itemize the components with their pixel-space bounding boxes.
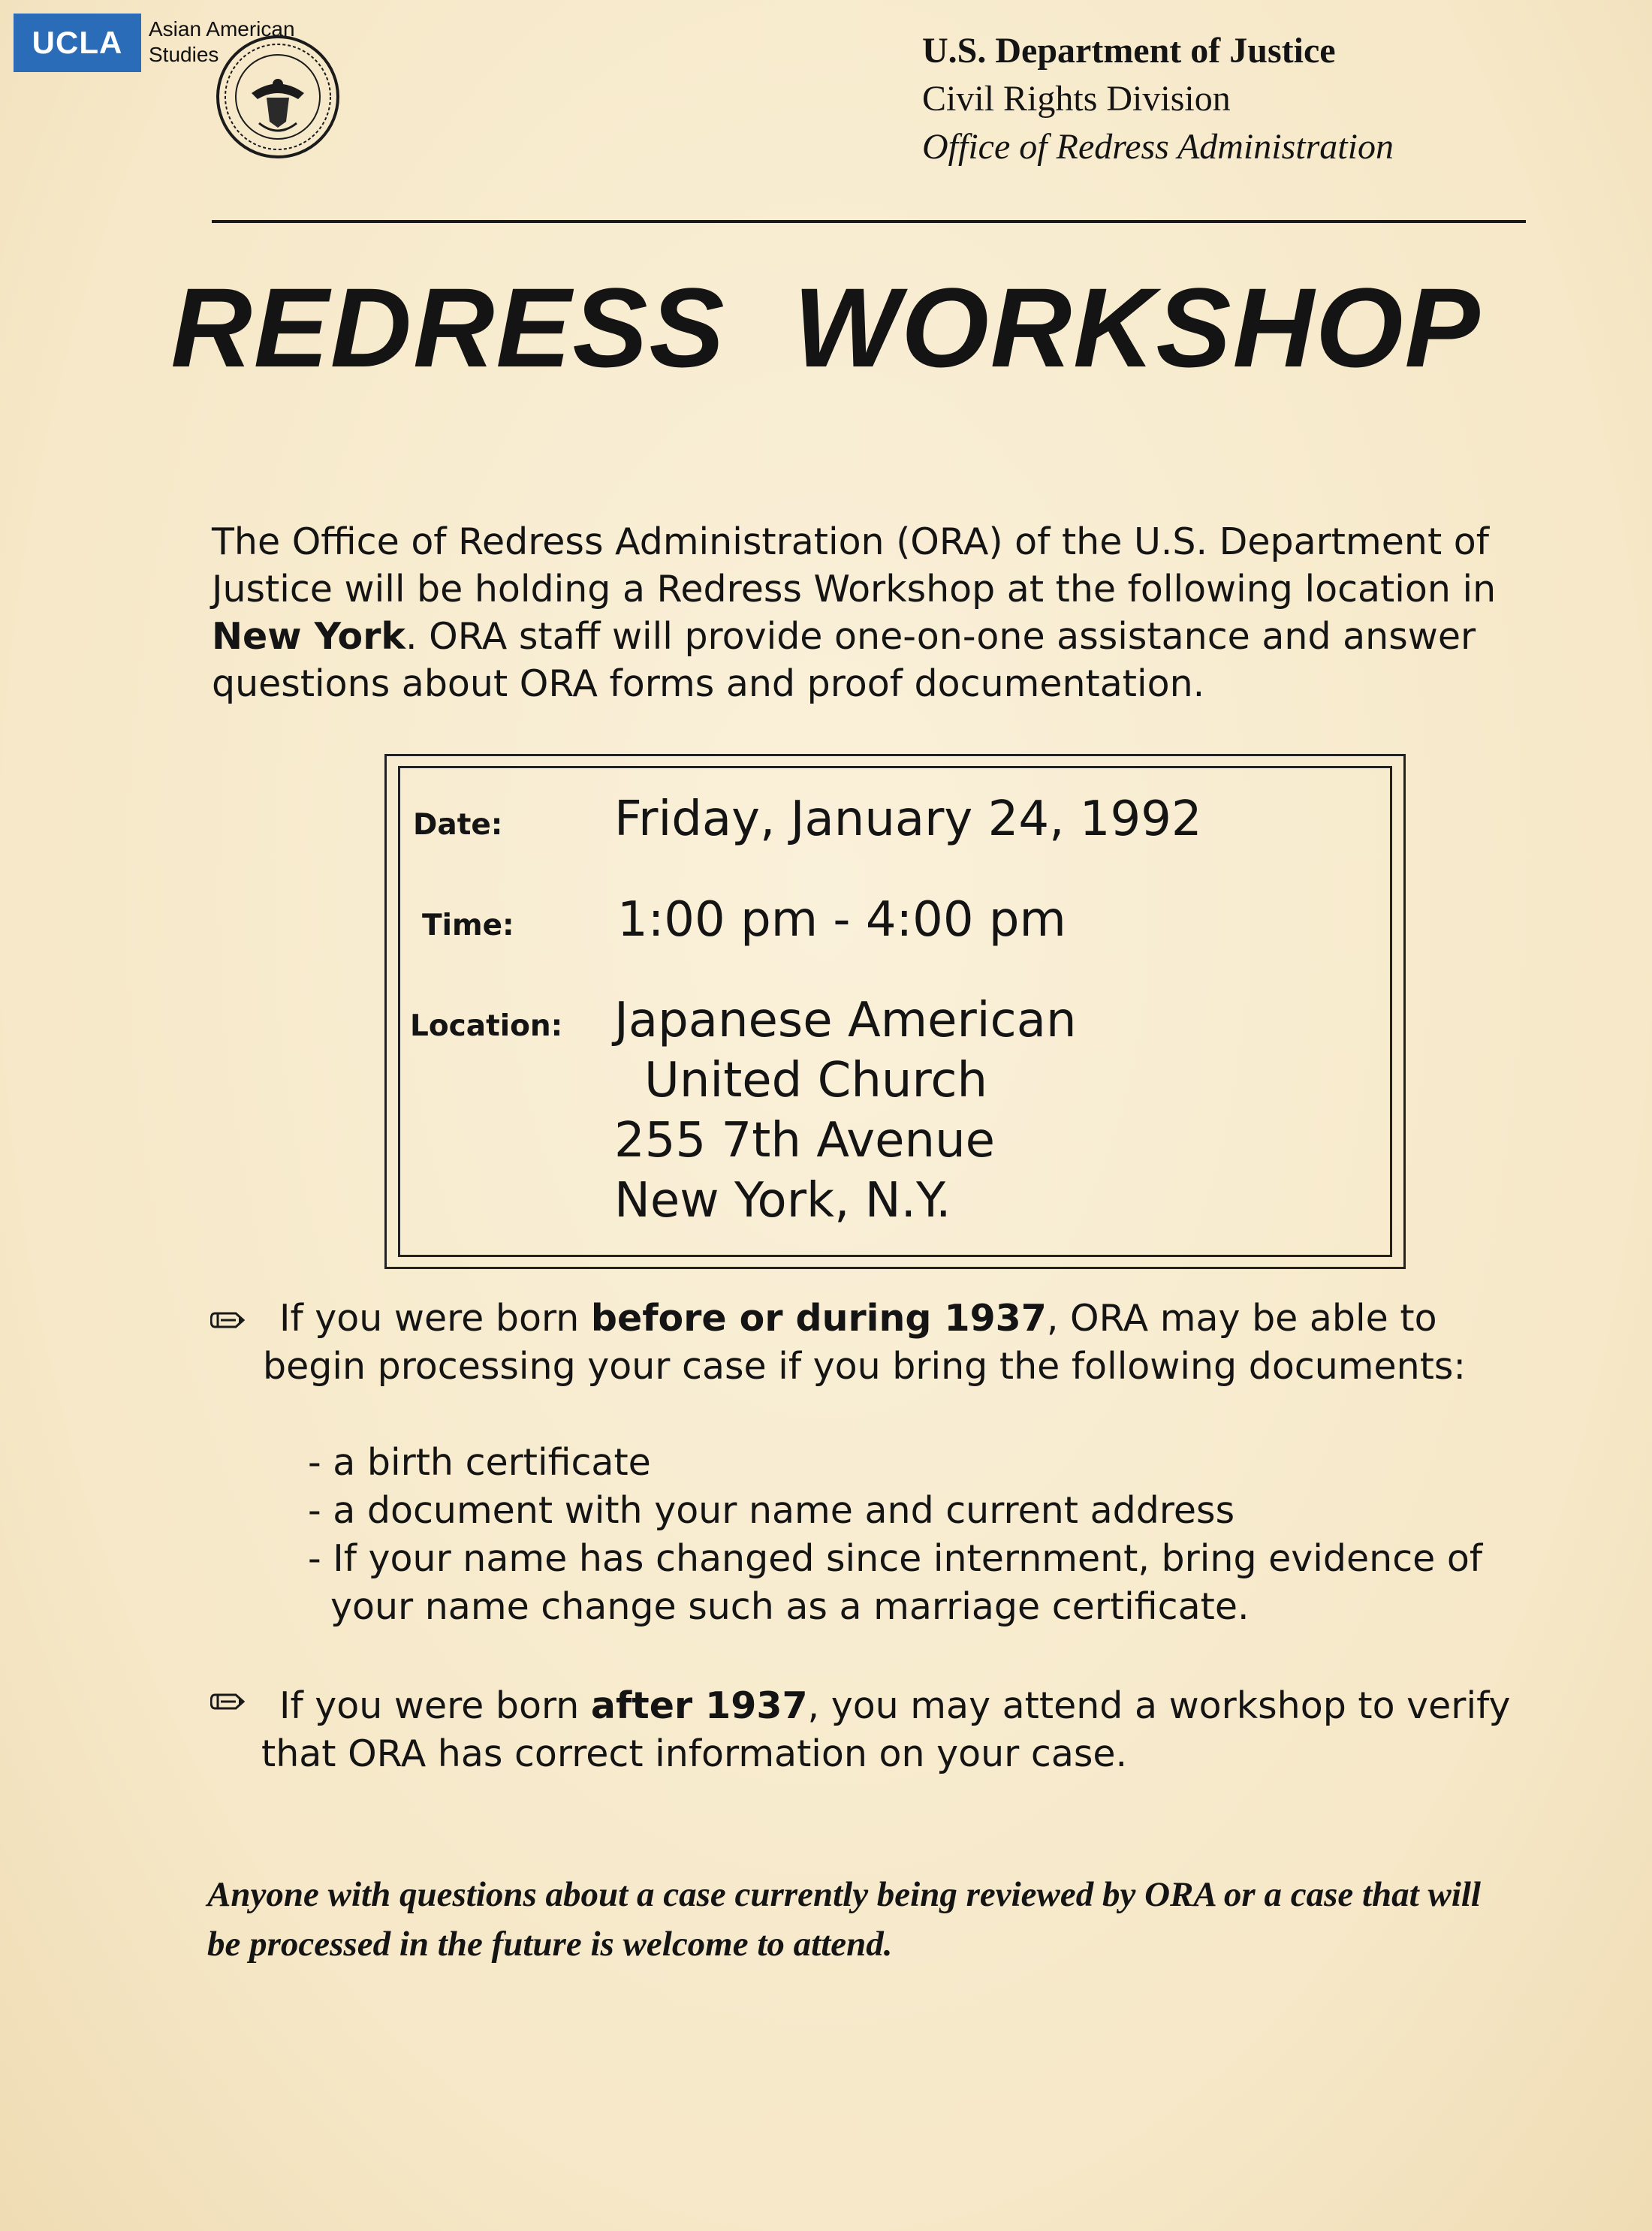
time-value: 1:00 pm - 4:00 pm [617, 892, 1066, 948]
location-line: Japanese American [614, 993, 1077, 1048]
bullet-2-text: If you were born [279, 1684, 591, 1727]
intro-text-1: The Office of Redress Administration (ORA) of the U.S. Department of Justice will be holding a Redress Workshop at the following location in [212, 520, 1497, 611]
title-word-2: WORKSHOP [793, 264, 1482, 390]
bullet-1-bold: before or during 1937 [590, 1297, 1047, 1340]
location-line: 255 7th Avenue [614, 1113, 995, 1168]
intro-location-bold: New York [212, 615, 405, 658]
bullet-2-text-end: , you may attend a workshop to verify [807, 1684, 1511, 1727]
intro-paragraph [212, 518, 1533, 707]
time-label: Time: [422, 909, 514, 942]
ucla-badge: UCLA [14, 14, 141, 72]
intro-text-2: . ORA staff will provide one-on-one assistance and answer questions about ORA forms and proof documentation. [212, 615, 1476, 705]
document-list-item: - If your name has changed since internment, bring evidence of [308, 1537, 1483, 1580]
bullet-1-text-end: , ORA may be able to [1046, 1297, 1437, 1340]
bullet-1-text: If you were born [279, 1297, 591, 1340]
document-list-item: - a birth certificate [308, 1441, 651, 1484]
document-list-item: - a document with your name and current address [308, 1489, 1235, 1532]
bullet-1-line-1 [279, 1295, 1437, 1343]
closing-statement: Anyone with questions about a case currently being reviewed by ORA or a case that will be processed in the future is welcome to attend. [207, 1875, 1481, 1964]
date-label: Date: [413, 808, 503, 842]
page-title [0, 263, 1652, 393]
division-name: Civil Rights Division [922, 79, 1231, 119]
badge-subtitle-line2: Studies [149, 43, 219, 66]
doj-seal-icon [214, 33, 342, 161]
location-line: United Church [644, 1053, 988, 1108]
bullet-2-line-2: that ORA has correct information on your case. [261, 1732, 1128, 1775]
pencil-icon [210, 1310, 245, 1330]
location-label: Location: [410, 1009, 563, 1043]
department-name: U.S. Department of Justice [922, 31, 1336, 71]
bullet-2-bold: after 1937 [590, 1684, 808, 1727]
bullet-2-line-1 [279, 1682, 1510, 1730]
office-name: Office of Redress Administration [922, 127, 1394, 167]
title-word-1: REDRESS [170, 264, 726, 390]
document-list-item-continued: your name change such as a marriage certificate. [330, 1585, 1250, 1628]
badge-subtitle-line1: Asian American [149, 17, 295, 41]
pencil-icon [210, 1692, 245, 1711]
date-value: Friday, January 24, 1992 [614, 791, 1202, 847]
location-line: New York, N.Y. [614, 1173, 951, 1229]
bullet-1-line-2: begin processing your case if you bring the following documents: [263, 1345, 1466, 1388]
header-divider [212, 220, 1526, 223]
